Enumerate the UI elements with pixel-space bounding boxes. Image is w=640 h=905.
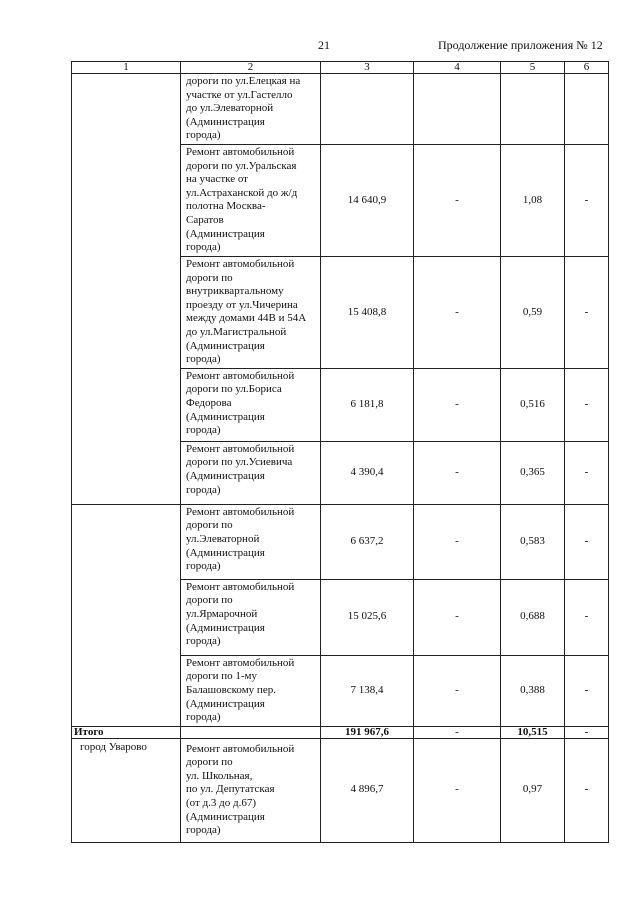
col6-cell: - [565, 368, 609, 441]
description-line: (Администрация [186, 410, 265, 423]
total-col4: - [414, 726, 501, 738]
description-line: Балашовскому пер. [186, 683, 276, 696]
description-line: дороги по ул.Усиевича [186, 456, 293, 469]
col4-cell: - [414, 256, 501, 368]
work-description [181, 256, 321, 368]
description-line: города) [186, 424, 221, 437]
continuation-note: Продолжение приложения № 12 [438, 38, 603, 52]
col6-cell [565, 74, 609, 145]
description-line: дороги по ул.Бориса [186, 383, 282, 396]
length-cell [501, 74, 565, 145]
col6-cell: - [565, 144, 609, 256]
length-cell: 0,516 [501, 368, 565, 441]
work-description [181, 655, 321, 726]
description-line: дороги по ул.Уральская [186, 159, 297, 172]
work-description [181, 579, 321, 655]
description-line: города) [186, 824, 221, 837]
col4-cell: - [414, 144, 501, 256]
column-number-row [72, 62, 609, 74]
total-empty-cell [181, 726, 321, 738]
description-line: Ремонт автомобильной [186, 369, 295, 382]
description-line: Федорова [186, 396, 232, 409]
description-line: до ул.Элеваторной [186, 102, 274, 115]
length-cell: 0,365 [501, 441, 565, 504]
amount-cell: 14 640,9 [321, 144, 414, 256]
amount-cell: 6 181,8 [321, 368, 414, 441]
total-length: 10,515 [501, 726, 565, 738]
description-line: Ремонт автомобильной [186, 257, 295, 270]
table-row [72, 504, 609, 579]
col4-cell: - [414, 738, 501, 842]
description-line: (от д.3 до д.67) [186, 797, 257, 810]
description-line: города) [186, 711, 221, 724]
description-line: дороги по [186, 519, 233, 532]
work-description [181, 74, 321, 145]
budget-table [71, 61, 609, 843]
work-description [181, 368, 321, 441]
amount-cell: 7 138,4 [321, 655, 414, 726]
description-line: Ремонт автомобильной [186, 145, 295, 158]
description-line: ул. Школьная, [186, 769, 253, 782]
col4-cell: - [414, 655, 501, 726]
length-cell: 0,97 [501, 738, 565, 842]
column-number: 3 [321, 62, 414, 74]
description-line: Ремонт автомобильной [186, 580, 295, 593]
length-cell: 0,688 [501, 579, 565, 655]
description-line: внутриквартальному [186, 285, 284, 298]
col6-cell: - [565, 256, 609, 368]
work-description [181, 144, 321, 256]
col4-cell: - [414, 579, 501, 655]
amount-cell: 4 896,7 [321, 738, 414, 842]
table-row [72, 74, 609, 145]
col6-cell: - [565, 738, 609, 842]
description-line: города) [186, 129, 221, 142]
description-line: города) [186, 241, 221, 254]
description-line: (Администрация [186, 697, 265, 710]
col4-cell: - [414, 368, 501, 441]
description-line: ул.Элеваторной [186, 532, 260, 545]
col6-cell: - [565, 441, 609, 504]
description-line: на участке от [186, 173, 248, 186]
description-line: Саратов [186, 213, 224, 226]
work-description [181, 504, 321, 579]
amount-cell: 15 408,8 [321, 256, 414, 368]
total-label: Итого [72, 726, 181, 738]
col6-cell: - [565, 655, 609, 726]
description-line: города) [186, 353, 221, 366]
work-description [181, 738, 321, 842]
col6-cell: - [565, 504, 609, 579]
region-cell [72, 74, 181, 505]
description-line: (Администрация [186, 339, 265, 352]
amount-cell: 15 025,6 [321, 579, 414, 655]
description-line: (Администрация [186, 810, 265, 823]
column-number: 2 [181, 62, 321, 74]
column-number: 5 [501, 62, 565, 74]
description-line: Ремонт автомобильной [186, 742, 295, 755]
length-cell: 0,59 [501, 256, 565, 368]
length-cell: 0,583 [501, 504, 565, 579]
description-line: Ремонт автомобильной [186, 656, 295, 669]
region-name: город Уварово [72, 738, 181, 842]
description-line: (Администрация [186, 469, 265, 482]
description-line: города) [186, 635, 221, 648]
description-line: города) [186, 483, 221, 496]
description-line: дороги по ул.Елецкая на [186, 75, 301, 87]
description-line: Ремонт автомобильной [186, 442, 295, 455]
description-line: дороги по [186, 594, 233, 607]
description-line: Ремонт автомобильной [186, 505, 295, 518]
description-line: до ул.Магистральной [186, 325, 287, 338]
col6-cell: - [565, 579, 609, 655]
uvarovo-row [72, 738, 609, 842]
col4-cell: - [414, 504, 501, 579]
amount-cell: 6 637,2 [321, 504, 414, 579]
length-cell: 1,08 [501, 144, 565, 256]
description-line: города) [186, 560, 221, 573]
length-cell: 0,388 [501, 655, 565, 726]
total-amount: 191 967,6 [321, 726, 414, 738]
description-line: (Администрация [186, 115, 265, 128]
page-number: 21 [318, 38, 330, 52]
total-col6: - [565, 726, 609, 738]
description-line: проезду от ул.Чичерина [186, 298, 298, 311]
description-line: (Администрация [186, 227, 265, 240]
description-line: по ул. Депутатская [186, 783, 275, 796]
description-line: между домами 44В и 54А [186, 312, 307, 325]
amount-cell: 4 390,4 [321, 441, 414, 504]
column-number: 4 [414, 62, 501, 74]
column-number: 1 [72, 62, 181, 74]
amount-cell [321, 74, 414, 145]
column-number: 6 [565, 62, 609, 74]
col4-cell [414, 74, 501, 145]
description-line: полотна Москва- [186, 200, 266, 213]
work-description [181, 441, 321, 504]
description-line: ул.Астраханской до ж/д [186, 186, 298, 199]
description-line: (Администрация [186, 621, 265, 634]
description-line: дороги по [186, 271, 233, 284]
description-line: ул.Ярмарочной [186, 607, 258, 620]
description-line: (Администрация [186, 546, 265, 559]
description-line: дороги по 1-му [186, 670, 258, 683]
description-line: дороги по [186, 756, 233, 769]
description-line: участке от ул.Гастелло [186, 88, 293, 101]
col4-cell: - [414, 441, 501, 504]
region-cell [72, 504, 181, 726]
total-row [72, 726, 609, 738]
